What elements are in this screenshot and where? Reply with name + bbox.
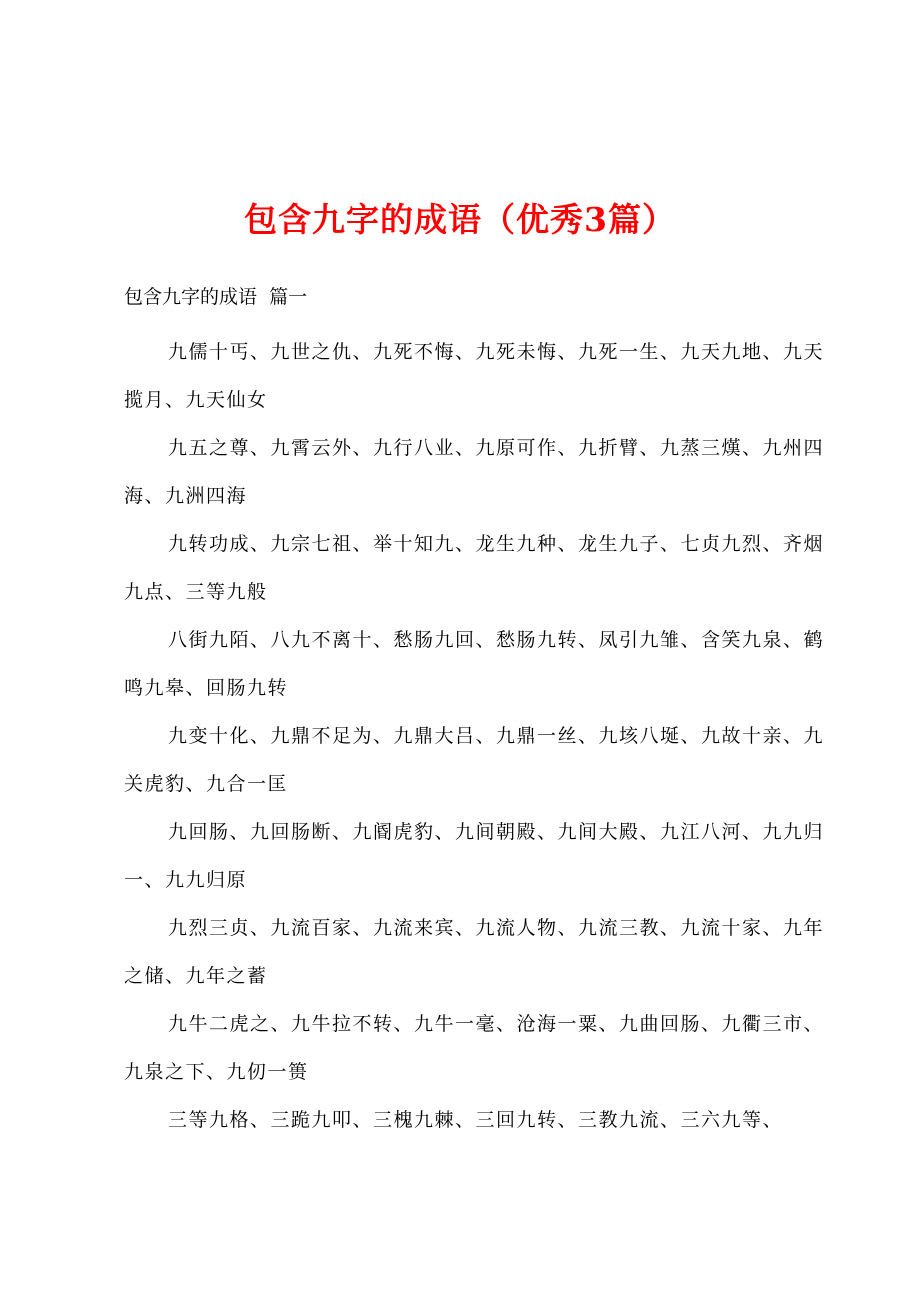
idiom-paragraph: 九烈三贞、九流百家、九流来宾、九流人物、九流三教、九流十家、九年之储、九年之蓄 (124, 917, 825, 987)
document-title: 包含九字的成语（优秀3篇） (244, 200, 676, 239)
idiom-paragraph: 九变十化、九鼎不足为、九鼎大吕、九鼎一丝、九垓八埏、九故十亲、九关虎豹、九合一匡 (124, 725, 825, 795)
idiom-paragraph: 九儒十丐、九世之仇、九死不悔、九死未悔、九死一生、九天九地、九天揽月、九天仙女 (124, 341, 825, 411)
section-heading: 包含九字的成语 篇一 (124, 286, 308, 308)
idiom-paragraph: 三等九格、三跪九叩、三槐九棘、三回九转、三教九流、三六九等、 (168, 1109, 784, 1131)
idiom-paragraph: 九回肠、九回肠断、九阍虎豹、九间朝殿、九间大殿、九江八河、九九归一、九九归原 (124, 821, 825, 891)
idiom-paragraph: 九转功成、九宗七祖、举十知九、龙生九种、龙生九子、七贞九烈、齐烟九点、三等九般 (124, 533, 825, 603)
idiom-paragraph: 九五之尊、九霄云外、九行八业、九原可作、九折臂、九蒸三熯、九州四海、九洲四海 (124, 437, 825, 507)
idiom-paragraph: 八街九陌、八九不离十、愁肠九回、愁肠九转、凤引九雏、含笑九泉、鹤鸣九皋、回肠九转 (124, 629, 825, 699)
body-text (124, 328, 824, 1144)
idiom-paragraph: 九牛二虎之、九牛拉不转、九牛一毫、沧海一粟、九曲回肠、九衢三市、九泉之下、九仞一篑 (124, 1013, 825, 1083)
